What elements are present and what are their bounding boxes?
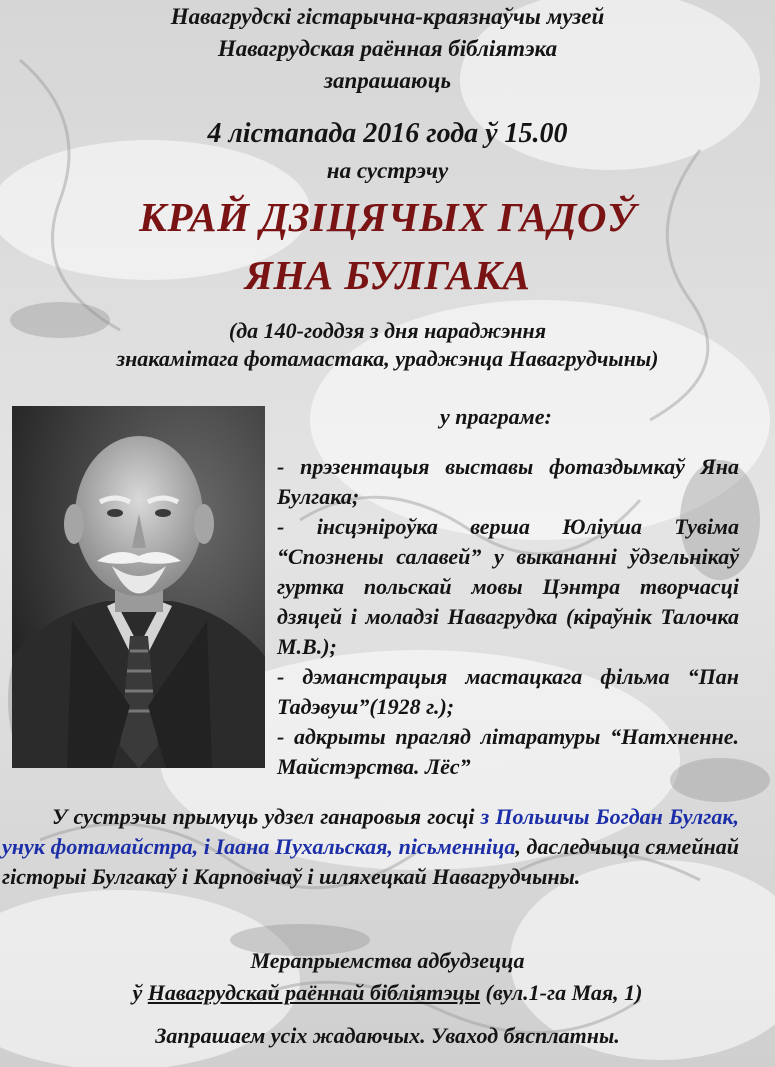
venue-place: Навагрудскай раённай бібліятэцы <box>147 980 481 1005</box>
invite-word: запрашаюць <box>323 68 452 93</box>
venue-prefix: ў <box>132 980 148 1005</box>
venue-intro: Мерапрыемства адбудзецца <box>250 948 525 973</box>
venue-line <box>0 980 775 1006</box>
museum-name: Навагрудскі гістарычна-краязнаўчы музей <box>170 4 605 29</box>
program-list <box>277 452 739 782</box>
program-item: - прэзентацыя выставы фотаздымкаў Яна Булгака; <box>277 454 739 509</box>
guests-rest: , даследчыца сямейнай гісторыі Булгакаў і Карповічаў і шляхецкай Навагрудчыны. <box>2 834 740 889</box>
guests-paragraph <box>2 802 739 892</box>
event-title-line1: КРАЙ ДЗІЦЯЧЫХ ГАДОЎ <box>139 194 636 240</box>
event-date: 4 лістапада 2016 года ў 15.00 <box>207 118 568 149</box>
to-meeting: на сустрэчу <box>326 158 449 183</box>
event-title-line2: ЯНА БУЛГАКА <box>244 252 531 298</box>
subtitle-line1: (да 140-годдзя з дня нараджэння <box>228 318 547 343</box>
invitation-note: Запрашаем усіх жадаючых. Уваход бясплатны. <box>155 1023 620 1048</box>
program-item: - адкрыты прагляд літаратуры “Натхненне. Майстэрства. Лёс” <box>277 724 739 779</box>
library-name: Навагрудская раённая бібліятэка <box>217 36 558 61</box>
program-item: - інсцэніроўка верша Юліуша Тувіма “Спознены салавей” у выкананні ўдзельнікаў гуртка польскай мовы Цэнтра творчасці дзяцей і моладзі Навагрудка (кіраўнік Талочка М.В.); <box>277 514 739 659</box>
program-item: - дэманстрацыя мастацкага фільма “Пан Тадэвуш”(1928 г.); <box>277 664 739 719</box>
program-heading: у праграме: <box>440 404 552 429</box>
guests-names: з Польшчы Богдан Булгак, унук фотамайстра, і Іаана Пухальская, пісьменніца <box>2 804 739 859</box>
guests-intro: У сустрэчы прымуць удзел ганаровыя госці <box>52 804 481 829</box>
subtitle-line2: знакамітага фотамастака, ураджэнца Навагрудчыны) <box>116 346 659 371</box>
venue-address: (вул.1-га Мая, 1) <box>480 980 643 1005</box>
